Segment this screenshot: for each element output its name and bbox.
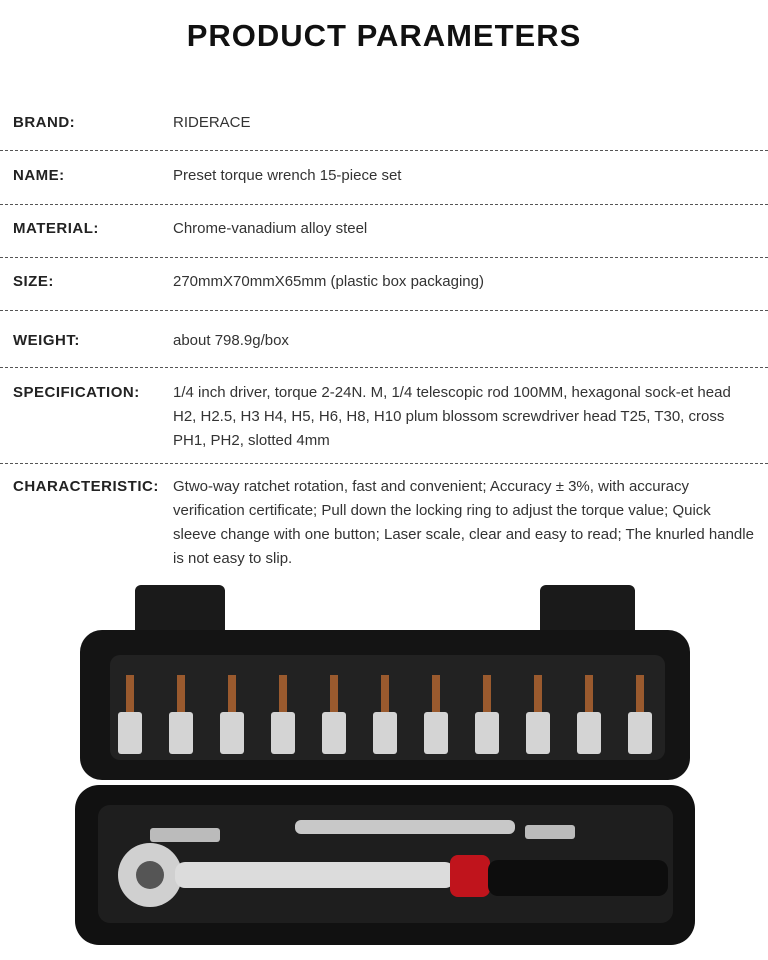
product-photo <box>70 580 700 950</box>
param-label: SIZE: <box>13 273 54 290</box>
socket <box>220 712 244 754</box>
param-label: MATERIAL: <box>13 220 99 237</box>
param-label: CHARACTERISTIC: <box>13 478 159 495</box>
divider <box>0 150 768 151</box>
socket <box>118 712 142 754</box>
param-value: Preset torque wrench 15-piece set <box>173 167 402 184</box>
bit <box>126 675 134 715</box>
param-value: about 798.9g/box <box>173 332 289 349</box>
param-label: SPECIFICATION: <box>13 384 140 401</box>
param-label: BRAND: <box>13 114 76 131</box>
param-value: Chrome-vanadium alloy steel <box>173 220 368 237</box>
socket <box>475 712 499 754</box>
bit <box>279 675 287 715</box>
socket <box>424 712 448 754</box>
page-title: PRODUCT PARAMETERS <box>186 18 582 53</box>
bit <box>381 675 389 715</box>
divider <box>0 310 768 311</box>
divider <box>0 257 768 258</box>
socket <box>628 712 652 754</box>
bit <box>177 675 185 715</box>
bit <box>483 675 491 715</box>
divider <box>0 463 768 464</box>
socket <box>577 712 601 754</box>
param-label: NAME: <box>13 167 65 184</box>
bit <box>228 675 236 715</box>
socket <box>271 712 295 754</box>
bit <box>432 675 440 715</box>
param-value: 1/4 inch driver, torque 2-24N. M, 1/4 telescopic rod 100MM, hexagonal sock-et head H2, H2.5, H3 H4, H5, H6, H8, H10 plum blossom screwdriver head T25, T30, cross PH1, PH2, slotted 4mm <box>173 384 731 449</box>
socket <box>322 712 346 754</box>
divider <box>0 204 768 205</box>
socket <box>169 712 193 754</box>
param-value: Gtwo-way ratchet rotation, fast and convenient; Accuracy ± 3%, with accuracy verification certificate; Pull down the locking ring to adjust the torque value; Quick sleeve change with one button; Laser scale, clear and easy to read; The knurled handle is not easy to slip. <box>173 478 754 567</box>
socket <box>373 712 397 754</box>
bit <box>636 675 644 715</box>
param-label: WEIGHT: <box>13 332 80 349</box>
socket <box>526 712 550 754</box>
param-value: RIDERACE <box>173 114 251 131</box>
divider <box>0 367 768 368</box>
param-value: 270mmX70mmX65mm (plastic box packaging) <box>173 273 484 290</box>
bit <box>534 675 542 715</box>
bit <box>330 675 338 715</box>
bit <box>585 675 593 715</box>
